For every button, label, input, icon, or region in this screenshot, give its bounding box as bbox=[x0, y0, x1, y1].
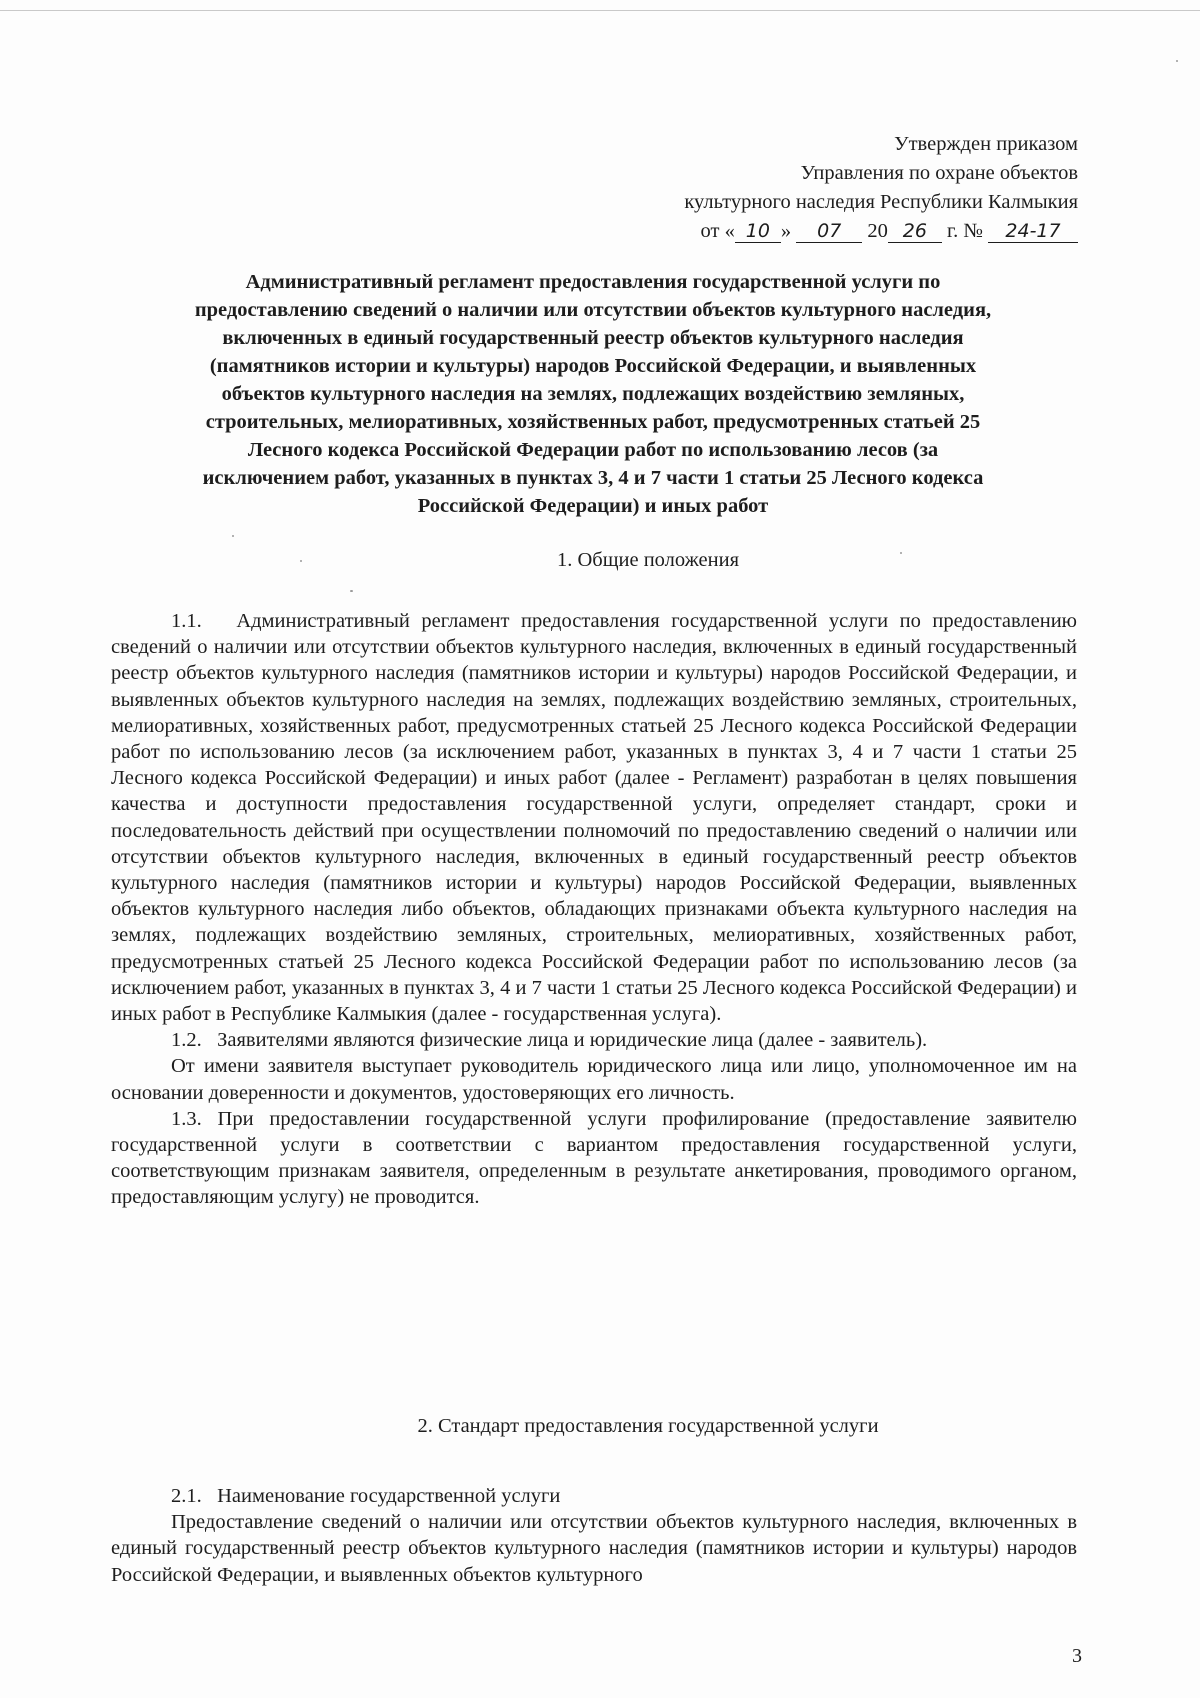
section-2-heading: 2. Стандарт предоставления государственной услуги bbox=[417, 1415, 879, 1437]
approval-line-2: Управления по охране объектов bbox=[800, 162, 1078, 184]
section-1-body bbox=[111, 608, 1077, 1211]
document-title bbox=[108, 268, 1078, 520]
title-line: предоставлению сведений о наличии или отсутствии объектов культурного наследия, bbox=[194, 299, 992, 321]
year-prefix: 20 bbox=[867, 220, 888, 242]
scan-speck bbox=[300, 560, 302, 562]
scan-speck bbox=[350, 590, 353, 592]
scan-speck bbox=[1176, 60, 1178, 62]
paragraph-2-1-text: Предоставление сведений о наличии или отсутствии объектов культурного наследия, включенных в единый государственный реестр объектов культурного наследия (памятников истории и культуры) народов Российской Федерации, и выявленных объектов культурного bbox=[111, 1511, 1077, 1586]
section-1-heading: 1. Общие положения bbox=[557, 549, 739, 571]
title-line: исключением работ, указанных в пунктах 3, 4 и 7 части 1 статьи 25 Лесного кодекса bbox=[202, 467, 984, 489]
date-prefix: от « bbox=[700, 220, 735, 242]
title-line: Российской Федерации) и иных работ bbox=[417, 495, 769, 517]
title-line: Административный регламент предоставления государственной услуги по bbox=[245, 271, 941, 293]
approval-line-1: Утвержден приказом bbox=[894, 133, 1078, 155]
scan-speck bbox=[900, 552, 902, 554]
paragraph-1-2-representative: От имени заявителя выступает руководитель юридического лица или лицо, уполномоченное им на основании доверенности и документов, удостоверяющих его личность. bbox=[111, 1055, 1077, 1104]
title-line: Лесного кодекса Российской Федерации работ по использованию лесов (за bbox=[247, 439, 939, 461]
title-line: объектов культурного наследия на землях, подлежащих воздействию земляных, bbox=[221, 383, 965, 405]
number-prefix: г. № bbox=[946, 220, 983, 242]
scan-top-edge bbox=[0, 10, 1200, 11]
title-line: включенных в единый государственный реестр объектов культурного наследия bbox=[222, 327, 964, 349]
approval-line-3: культурного наследия Республики Калмыкия bbox=[684, 191, 1078, 213]
paragraph-2-1: 2.1. Наименование государственной услуги bbox=[171, 1485, 561, 1507]
scan-speck bbox=[232, 535, 234, 537]
handwritten-year: 26 bbox=[888, 220, 942, 243]
handwritten-day: 10 bbox=[735, 220, 781, 243]
title-line: строительных, мелиоративных, хозяйственных работ, предусмотренных статьей 25 bbox=[205, 411, 981, 433]
date-mid: » bbox=[780, 220, 792, 242]
title-line: (памятников истории и культуры) народов Российской Федерации, и выявленных bbox=[209, 355, 977, 377]
section-2-body bbox=[111, 1483, 1077, 1588]
approval-date-line bbox=[684, 217, 1078, 246]
approval-block bbox=[684, 130, 1078, 246]
page-number: 3 bbox=[1072, 1645, 1082, 1667]
handwritten-number: 24-17 bbox=[988, 220, 1078, 243]
paragraph-1-2: 1.2. Заявителями являются физические лица и юридические лица (далее - заявитель). bbox=[171, 1029, 928, 1052]
paragraph-1-3: 1.3. При предоставлении государственной услуги профилирование (предоставление заявителю государственной услуги в соответствии с вариантом предоставления государственной услуги, соответствующим признакам заявителя, определенным в результате анкетирования, проводимого органом, предоставляющим услугу) не проводится. bbox=[111, 1107, 1077, 1209]
handwritten-month: 07 bbox=[796, 220, 862, 243]
paragraph-1-1: 1.1. Административный регламент предоставления государственной услуги по предоставлению сведений о наличии или отсутствии объектов культурного наследия, включенных в единый государственный реестр объектов культурного наследия (памятников истории и культуры) народов Российской Федерации, и выявленных объектов культурного наследия на землях, подлежащих воздействию земляных, строительных, мелиоративных, хозяйственных работ, предусмотренных статьей 25 Лесного кодекса Российской Федерации работ по использованию лесов (за исключением работ, указанных в пунктах 3, 4 и 7 части 1 статьи 25 Лесного кодекса Российской Федерации) и иных работ (далее - Регламент) разработан в целях повышения качества и доступности предоставления государственной услуги, определяет стандарт, сроки и последовательность действий при осуществлении полномочий по предоставлению сведений о наличии или отсутствии объектов культурного наследия, включенных в единый государственный реестр объектов культурного наследия (памятников истории и культуры) народов Российской Федерации, выявленных объектов культурного наследия либо объектов, обладающих признаками объекта культурного наследия на землях, подлежащих воздействию земляных, строительных, мелиоративных, хозяйственных работ, предусмотренных статьей 25 Лесного кодекса Российской Федерации работ по использованию лесов (за исключением работ, указанных в пунктах 3, 4 и 7 части 1 статьи 25 Лесного кодекса Российской Федерации) и иных работ в Республике Калмыкия (далее - государственная услуга). bbox=[111, 610, 1077, 1026]
